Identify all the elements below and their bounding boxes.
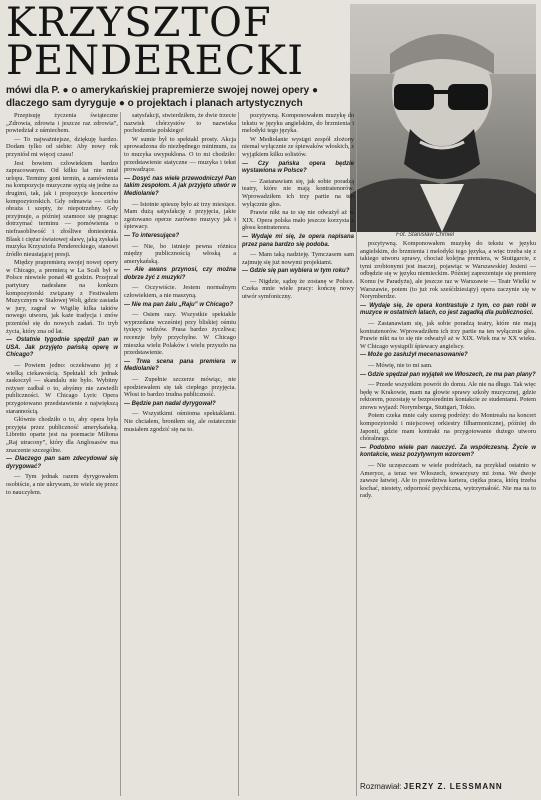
byline-author: JERZY Z. LESSMANN [403,782,503,791]
article-paragraph: — Zupełnie szczerze mówiąc, nie spodziewałem się tak ciepłego przyjęcia. Włosi to bardzo trudna publiczność. [124,376,236,399]
article-paragraph: — Osiem razy. Wszystkie spektakle wyprzedane wcześniej przy bliskiej ośmiu tysięcy widzów. Prasa bardzo życzliwa; recenzje były przychylne. W Chicago mieszka wielu Polaków i wielu przyszło na przedstawienie. [124,311,236,357]
article-paragraph: W sumie był to spektakl prosty. Akcja sprowadzona do niezbędnego minimum, za to muzyka uwypuklona. O to mi chodziło: przedstawienie statyczne — muzyka i tekst prowadzące. [124,135,236,174]
interview-question: — Nie ma pan żalu „Raju” w Chicago? [124,301,234,308]
column-divider [238,112,239,796]
article-paragraph: pozytywną. Komponowałem muzykę do tekstu w języku angielskim, do brzmienia i melodyki tego języka. [242,112,354,135]
interview-question: — Dlaczego pan sam zdecydował się dyrygować? [6,456,118,470]
article-paragraph: Głównie chodziło o to, aby opera była przyjęta przez publiczność amerykańską. Libretto oparte jest na poemacie Miltona „Raj utracony”, który dla Anglosasów ma znaczenie szczególne. [6,416,118,454]
article-paragraph: pozytywną. Komponowałem muzykę do tekstu w języku angielskim, do brzmienia i melodyki tego języka, a więc trzeba się z takiego utworu sprawy, chociaż kolejna premiera, w Stuttgarcie, z tymi zrobionymi jest inaczej, pojawiąc w Warszawskiej Jesieni — odbędzie się w języku niemieckim. Później zaprezentuje się premierę Komu (w Paradyżu), ale jeszcze raz w Warszawie — Teatr Wielki w Warszawie, potem (to już rok sześćdziesiąty) opera zaczynie się w Norymberdze. [360,240,536,301]
interview-question: — Ostatnie tygodnie spędził pan w USA. Jak przyjęto pańską operę w Chicago? [6,337,118,359]
interview-question: — Czy pańska opera będzie wystawiona w Polsce? [242,160,354,175]
column-3 [242,112,354,796]
interview-question: — Będzie pan nadal dyrygował? [124,400,216,407]
interview-question: — Dosyć nas wiele przewodniczył Pan takim zespołom. A jak przyjęto utwór w Mediolanie? [124,175,236,197]
byline [360,782,536,791]
article-paragraph: — Przede wszystkim powrót do domu. Ale nie na długo. Tak więc będę w Krakowie, mam na głowie sprawy szkoły muzycznej, gdzie rektorem, pozostaję w bezpośrednim kontakcie ze studentami. Potem znowu wyjazd: Norymberga, Stuttgart, Tokio. [360,381,536,411]
column-1 [6,112,118,796]
article-paragraph: — To najważniejsze, dziękuję bardzo. Dodam tylko od siebie: Aby nowy rok przyniósł mi więcej czasu! [6,135,118,158]
article-paragraph: — Zastanawiam się, jak sobie poradzą teatry, które nie mają kontratenorów. Wprowadziłem ich trzy partie na ten wyłącznie głos. [242,177,354,208]
interview-question: — Trwa scena pana premiera w Mediolanie? [124,358,236,373]
article-paragraph: — Nigdzie, sądzę że zostanę w Polsce. Czeka mnie wiele pracy: kończę nowy utwór symfoniczny. [242,277,354,301]
byline-label: Rozmawiał: [360,782,402,791]
column-4 [360,240,536,778]
column-divider [356,112,357,796]
article-paragraph: W Mediolanie wystąpi zespół złożony niemal wyłącznie ze śpiewaków włoskich, z wyjątkiem kilku solistów. [242,135,354,158]
interview-question: — Podobno wiele pan nauczyć. Za współczesną. Życie w kontakcie, wasz pozytywnym wzorcem? [360,444,536,459]
interview-question: — Ale awans przynosi, czy można dobrze żyć z muzyki? [124,267,236,281]
interview-question: — Może go zasłużył mecenasowanie? [360,352,468,359]
interview-question: — Gdzie spędzał pan wyjątek we Włoszech, ze ma pan plany? [360,371,536,378]
article-paragraph: — Nie, bo istnieje pewna różnica między publicznością włoską a amerykańską. [124,242,236,265]
interview-question: — Gdzie się pan wybiera w tym roku? [242,268,350,275]
title-last-name: PENDERECKI [6,38,304,84]
article-paragraph: — Zastanawiam się, jak sobie poradzą teatry, które nie mają kontratenorów. Wprowadziłem ich trzy partie na ten wyłącznie głos. Prawie nikt na to się nie odważył aż w XIX. Wiek ma w XX wieku. W Chicago wystąpili śpiewacy angielscy. [360,319,536,350]
article-paragraph: Przepisuję życzenia świąteczne „Zdrowia, zdrowia i jeszcze raz zdrowia”, powiedział z uśmiechem. [6,112,118,135]
interview-question: — Wydaje się, że opera kontrastuje z tym, co pan robi w muzyce w ostatnich latach, co jest zagadką dla publiczności. [360,302,536,317]
interview-question: — To interesujące? [124,232,180,239]
article-paragraph: Jest bowiem człowiekiem bardzo zapracowanym. Od kilku lat nie miał urlopu. Terminy goni termin, a zamówienia na kompozycje muzyczne sypią się jedne za drugimi, tak, jak i propozycje koncertów kompozytorskich. Gdy odmawia — cichu obraża i szepty, że niepotrzebny. Gdy przyjmuje, a później szamoce się pragnąc dotrzymać terminu — pomówienia o niefrasobliwość i złośliwe doniesienia. Blask i ciężar światowej sławy, jaką zyskała muzyka Krzysztofa Pendereckiego, stanowi źródło nieustającej presji. [6,159,118,258]
article-paragraph: — Mówię, nie to mi sam. [368,361,433,369]
column-2 [124,112,236,796]
article-paragraph: — Nie uczęszczam w wiele podróżach, na przykład ostatnio w Ameryce, a teraz we Włoszech, towarzyszy mi żona. We dwoje zawsze łatwiej. Ale to prawdziwa kariera, ciężka praca, którą trzeba kochać, niestety, odporność psychiczna, wytrzymałość. Nie ma na to rady. [360,462,536,500]
article-paragraph: — Wszystkimi ośmioma spektaklami. Nie chciałem, broniłem się, ale ostatecznie musiałem zgodzić się na to. [124,410,236,433]
article-paragraph: — Tym jednak razem dyrygowałem osobiście, a nie ukrywam, że wiele się przez to nauczyłem. [6,473,118,496]
interview-question: — Wydaje mi się, że opera napisana przez pana bardzo się podoba. [242,233,354,248]
portrait-image [350,4,536,232]
article-paragraph: Prawie nikt na to się nie odważył aż w XIX. Opera polska mało jeszcze korzysta z głosu kontratenora. [242,209,354,232]
photo-credit: Fot. Stanisław Chmiel [396,232,455,238]
article-paragraph: — Oczywiście. Jestem normalnym człowiekiem, a nie maszyną. [124,284,236,300]
article-subtitle: mówi dla P. ● o amerykańskiej prapremierze swojej nowej opery ● dlaczego sam dyryguje ● o projektach i planach artystycznych [6,85,319,109]
article-paragraph: Między prapremierą swojej nowej opery w Chicago, a premierą w La Scali był w Polsce niewiele ponad 48 godzin. Przejrzał partytury nadesłane na konkurs kompozytorski związany z Festiwalem Muzycznym w Stalowej Woli, gdzie zasiada w jury, zagrał w Wigilię kilka taktów nowego utworu, jak każe tradycja i znów przeniósł się do nowych zadań. To tryb życia, który zna od lat. [6,259,118,335]
article-paragraph: — Mam taką nadzieję. Tymczasem sam zajmuję się już nowymi projektami. [242,251,354,266]
article-paragraph: — Powiem jedno: oczekiwano jej z wielką ciekawością. Spektakl ich jednak zaskoczył — skandalu nie było. Wybitny reżyser zadbał o to, abyśmy nie zawiedli publiczności. W Chicago Lyric Opera przygotowano przedstawienie z największą starannością. [6,362,118,415]
article-paragraph: satysfakcji, stwierdziłem, że dwie trzecie nazwisk chórzystów to nazwiska pochodzenia polskiego! [124,112,236,135]
portrait-photo [350,4,536,232]
title-first-name: KRZYSZTOF [6,0,272,46]
article-paragraph: — Istotnie spieszę było aż trzy miesiące. Mam dużą satysfakcję z przyjęcia, jakie zgotowano operze zarówno muzycy jak i śpiewacy. [124,200,236,231]
article-title [6,0,366,84]
article-paragraph: Potem czeka mnie cały szereg podróży: do Montrealu na koncert kompozytorski i miejscowej orkiestry filharmonicznej, później do Japonii, gdzie mam kontrakt na przygotowanie dużego utworu chóralnego. [360,412,536,443]
column-divider [120,112,121,796]
